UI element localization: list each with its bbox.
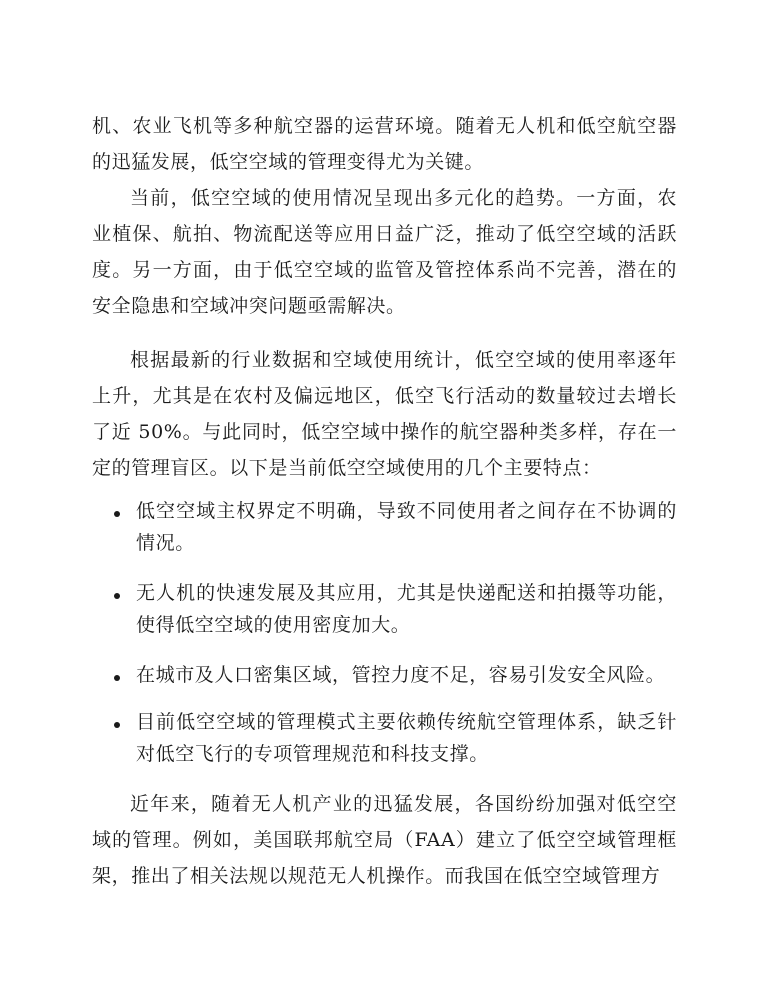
list-item-text: 低空空域主权界定不明确，导致不同使用者之间存在不协调的情况。 — [136, 500, 677, 554]
paragraph-current-usage: 当前，低空空域的使用情况呈现出多元化的趋势。一方面，农业植保、航拍、物流配送等应用日益广泛，推动了低空空域的活跃度。另一方面，由于低空空域的监管及管控体系尚不完善，潜在的安全隐患和空域冲突问题亟需解决。 — [92, 187, 677, 317]
bullet-icon — [114, 722, 120, 728]
paragraph-international: 近年来，随着无人机产业的迅猛发展，各国纷纷加强对低空空域的管理。例如，美国联邦航空局（FAA）建立了低空空域管理框架，推出了相关法规以规范无人机操作。而我国在低空空域管理方 — [92, 793, 677, 887]
paragraph-continued: 机、农业飞机等多种航空器的运营环境。随着无人机和低空航空器的迅猛发展，低空空域的管理变得尤为关键。 — [92, 115, 677, 173]
list-item-text: 在城市及人口密集区域，管控力度不足，容易引发安全风险。 — [136, 664, 666, 686]
bullet-icon — [114, 511, 120, 517]
list-item-text: 目前低空空域的管理模式主要依赖传统航空管理体系，缺乏针对低空飞行的专项管理规范和科技支撑。 — [136, 711, 677, 765]
bullet-icon — [114, 675, 120, 681]
paragraph-industry-data: 根据最新的行业数据和空域使用统计，低空空域的使用率逐年上升，尤其是在农村及偏远地区，低空飞行活动的数量较过去增长了近 50%。与此同时，低空空域中操作的航空器种类多样，存在一定的管理盲区。以下是当前低空空域使用的几个主要特点： — [92, 349, 677, 479]
list-item-text: 无人机的快速发展及其应用，尤其是快递配送和拍摄等功能，使得低空空域的使用密度加大。 — [136, 582, 677, 636]
bullet-icon — [114, 593, 120, 599]
